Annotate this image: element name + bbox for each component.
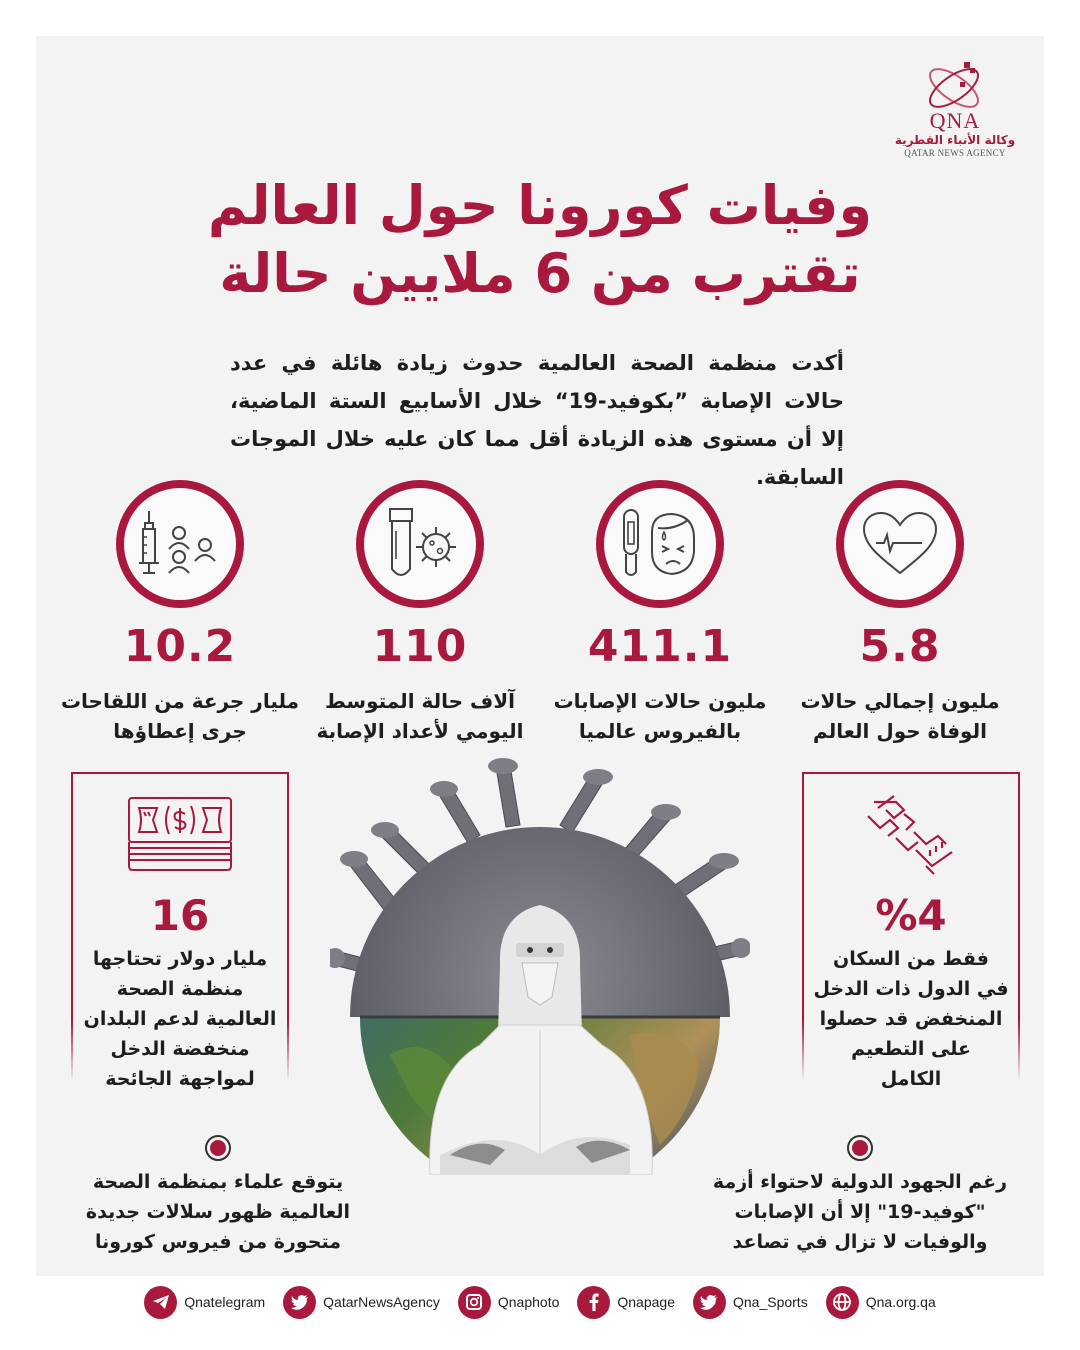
stat-vaccine-doses (60, 480, 300, 746)
social-link-facebook[interactable] (577, 1286, 675, 1319)
bullet-dot-icon (847, 1135, 873, 1161)
side-box-line: فقط من السكان (833, 948, 989, 970)
social-label: Qna_Sports (732, 1294, 808, 1310)
stat-icon-ring (836, 480, 964, 608)
stat-value: 110 (372, 621, 468, 672)
social-label: Qnaphoto (497, 1294, 560, 1310)
logo-mark: QNA (929, 108, 981, 133)
note-line: رغم الجهود الدولية لاحتواء أزمة (712, 1171, 1008, 1193)
side-box-description (71, 944, 289, 1094)
stat-description (780, 686, 1020, 746)
broken-chain-icon (866, 792, 956, 876)
test-tube-virus-icon (380, 507, 460, 581)
stat-infections (540, 480, 780, 746)
twitter-icon (693, 1286, 726, 1319)
title-line-2: تقترب من 6 ملايين حالة (219, 242, 861, 305)
side-box-line: في الدول ذات الدخل (813, 978, 1009, 1000)
stat-icon-ring (356, 480, 484, 608)
note-line: والوفيات لا تزال في تصاعد (732, 1231, 988, 1253)
stat-daily-average (300, 480, 540, 746)
facebook-icon (577, 1286, 610, 1319)
side-box-description (802, 944, 1020, 1094)
social-link-instagram[interactable] (458, 1286, 560, 1319)
qna-logo (890, 56, 1020, 159)
side-box-line: على التطعيم (851, 1038, 971, 1060)
title-line-1: وفيات كورونا حول العالم (207, 174, 873, 237)
instagram-icon (458, 1286, 491, 1319)
logo-english-name: QATAR NEWS AGENCY (904, 148, 1006, 158)
stat-value: 5.8 (859, 621, 941, 672)
syringe-people-icon (137, 509, 223, 579)
stat-desc-line: الوفاة حول العالم (813, 719, 987, 743)
note-rising-cases (700, 1135, 1020, 1257)
fever-thermometer-icon (618, 508, 702, 580)
qna-orbit-logo-icon (920, 56, 990, 114)
intro-paragraph: أكدت منظمة الصحة العالمية حدوث زيادة هائلة في عدد حالات الإصابة ”بكوفيد-19“ خلال الأسابيع الستة الماضية، إلا أن مستوى هذه الزيادة أقل مما كان عليه خلال الموجات السابقة. (230, 351, 844, 489)
side-box-line: الكامل (880, 1068, 942, 1090)
note-line: العالمية ظهور سلالات جديدة (85, 1201, 351, 1223)
side-box-line: المنخفض قد حصلوا (819, 1008, 1003, 1030)
social-link-website[interactable] (826, 1286, 936, 1319)
side-box-value: %4 (875, 891, 947, 940)
side-box-line: منخفضة الدخل (110, 1038, 250, 1060)
social-label: Qna.org.qa (865, 1294, 936, 1310)
note-text (58, 1167, 378, 1257)
stat-desc-line: اليومي لأعداد الإصابة (316, 719, 524, 743)
note-new-variants (58, 1135, 378, 1257)
stat-desc-line: مليار جرعة من اللقاحات (60, 689, 300, 713)
broken-chain-icon-wrap (856, 794, 966, 874)
stat-deaths (780, 480, 1020, 746)
social-label: Qnapage (617, 1294, 675, 1310)
bullet-dot-icon (205, 1135, 231, 1161)
stat-desc-line: مليون إجمالي حالات (800, 689, 1000, 713)
side-box-value: 16 (150, 891, 210, 940)
stat-desc-line: آلاف حالة المتوسط (324, 689, 516, 713)
logo-arabic-name: وكالة الأنباء القطرية (894, 133, 1016, 147)
social-link-telegram[interactable] (144, 1286, 265, 1319)
stat-desc-line: بالفيروس عالميا (578, 719, 742, 743)
side-box-line: العالمية لدعم البلدان (83, 1008, 277, 1030)
side-box-funding-need (71, 772, 289, 1090)
stat-description (540, 686, 780, 746)
globe-icon (826, 1286, 859, 1319)
stat-value: 10.2 (123, 621, 237, 672)
stat-icon-ring (596, 480, 724, 608)
side-box-vaccination-rate (802, 772, 1020, 1090)
note-line: متحورة من فيروس كورونا (94, 1231, 341, 1253)
heartbeat-icon (860, 509, 940, 579)
virus-globe-health-worker-image (330, 755, 750, 1175)
side-box-line: لمواجهة الجائحة (105, 1068, 255, 1090)
stat-description (60, 686, 300, 746)
social-label: QatarNewsAgency (323, 1294, 440, 1310)
social-footer (0, 1282, 1080, 1322)
stat-description (300, 686, 540, 746)
money-stack-icon-wrap (125, 794, 235, 874)
money-stack-icon (127, 796, 233, 872)
stat-desc-line: مليون حالات الإصابات (553, 689, 767, 713)
twitter-icon (283, 1286, 316, 1319)
stat-icon-ring (116, 480, 244, 608)
social-link-twitter[interactable] (283, 1286, 440, 1319)
page-title (150, 172, 930, 308)
side-box-line: منظمة الصحة (116, 978, 244, 1000)
side-box-line: مليار دولار تحتاجها (92, 948, 268, 970)
social-label: Qnatelegram (184, 1294, 266, 1310)
note-text (700, 1167, 1020, 1257)
telegram-icon (144, 1286, 177, 1319)
virus-globe-illustration (330, 755, 750, 1175)
note-line: "كوفيد-19" إلا أن الإصابات (734, 1201, 986, 1223)
stats-row (60, 480, 1020, 743)
stat-value: 411.1 (587, 621, 733, 672)
note-line: يتوقع علماء بمنظمة الصحة (92, 1171, 344, 1193)
social-link-twitter-sports[interactable] (693, 1286, 808, 1319)
stat-desc-line: جرى إعطاؤها (113, 719, 247, 743)
